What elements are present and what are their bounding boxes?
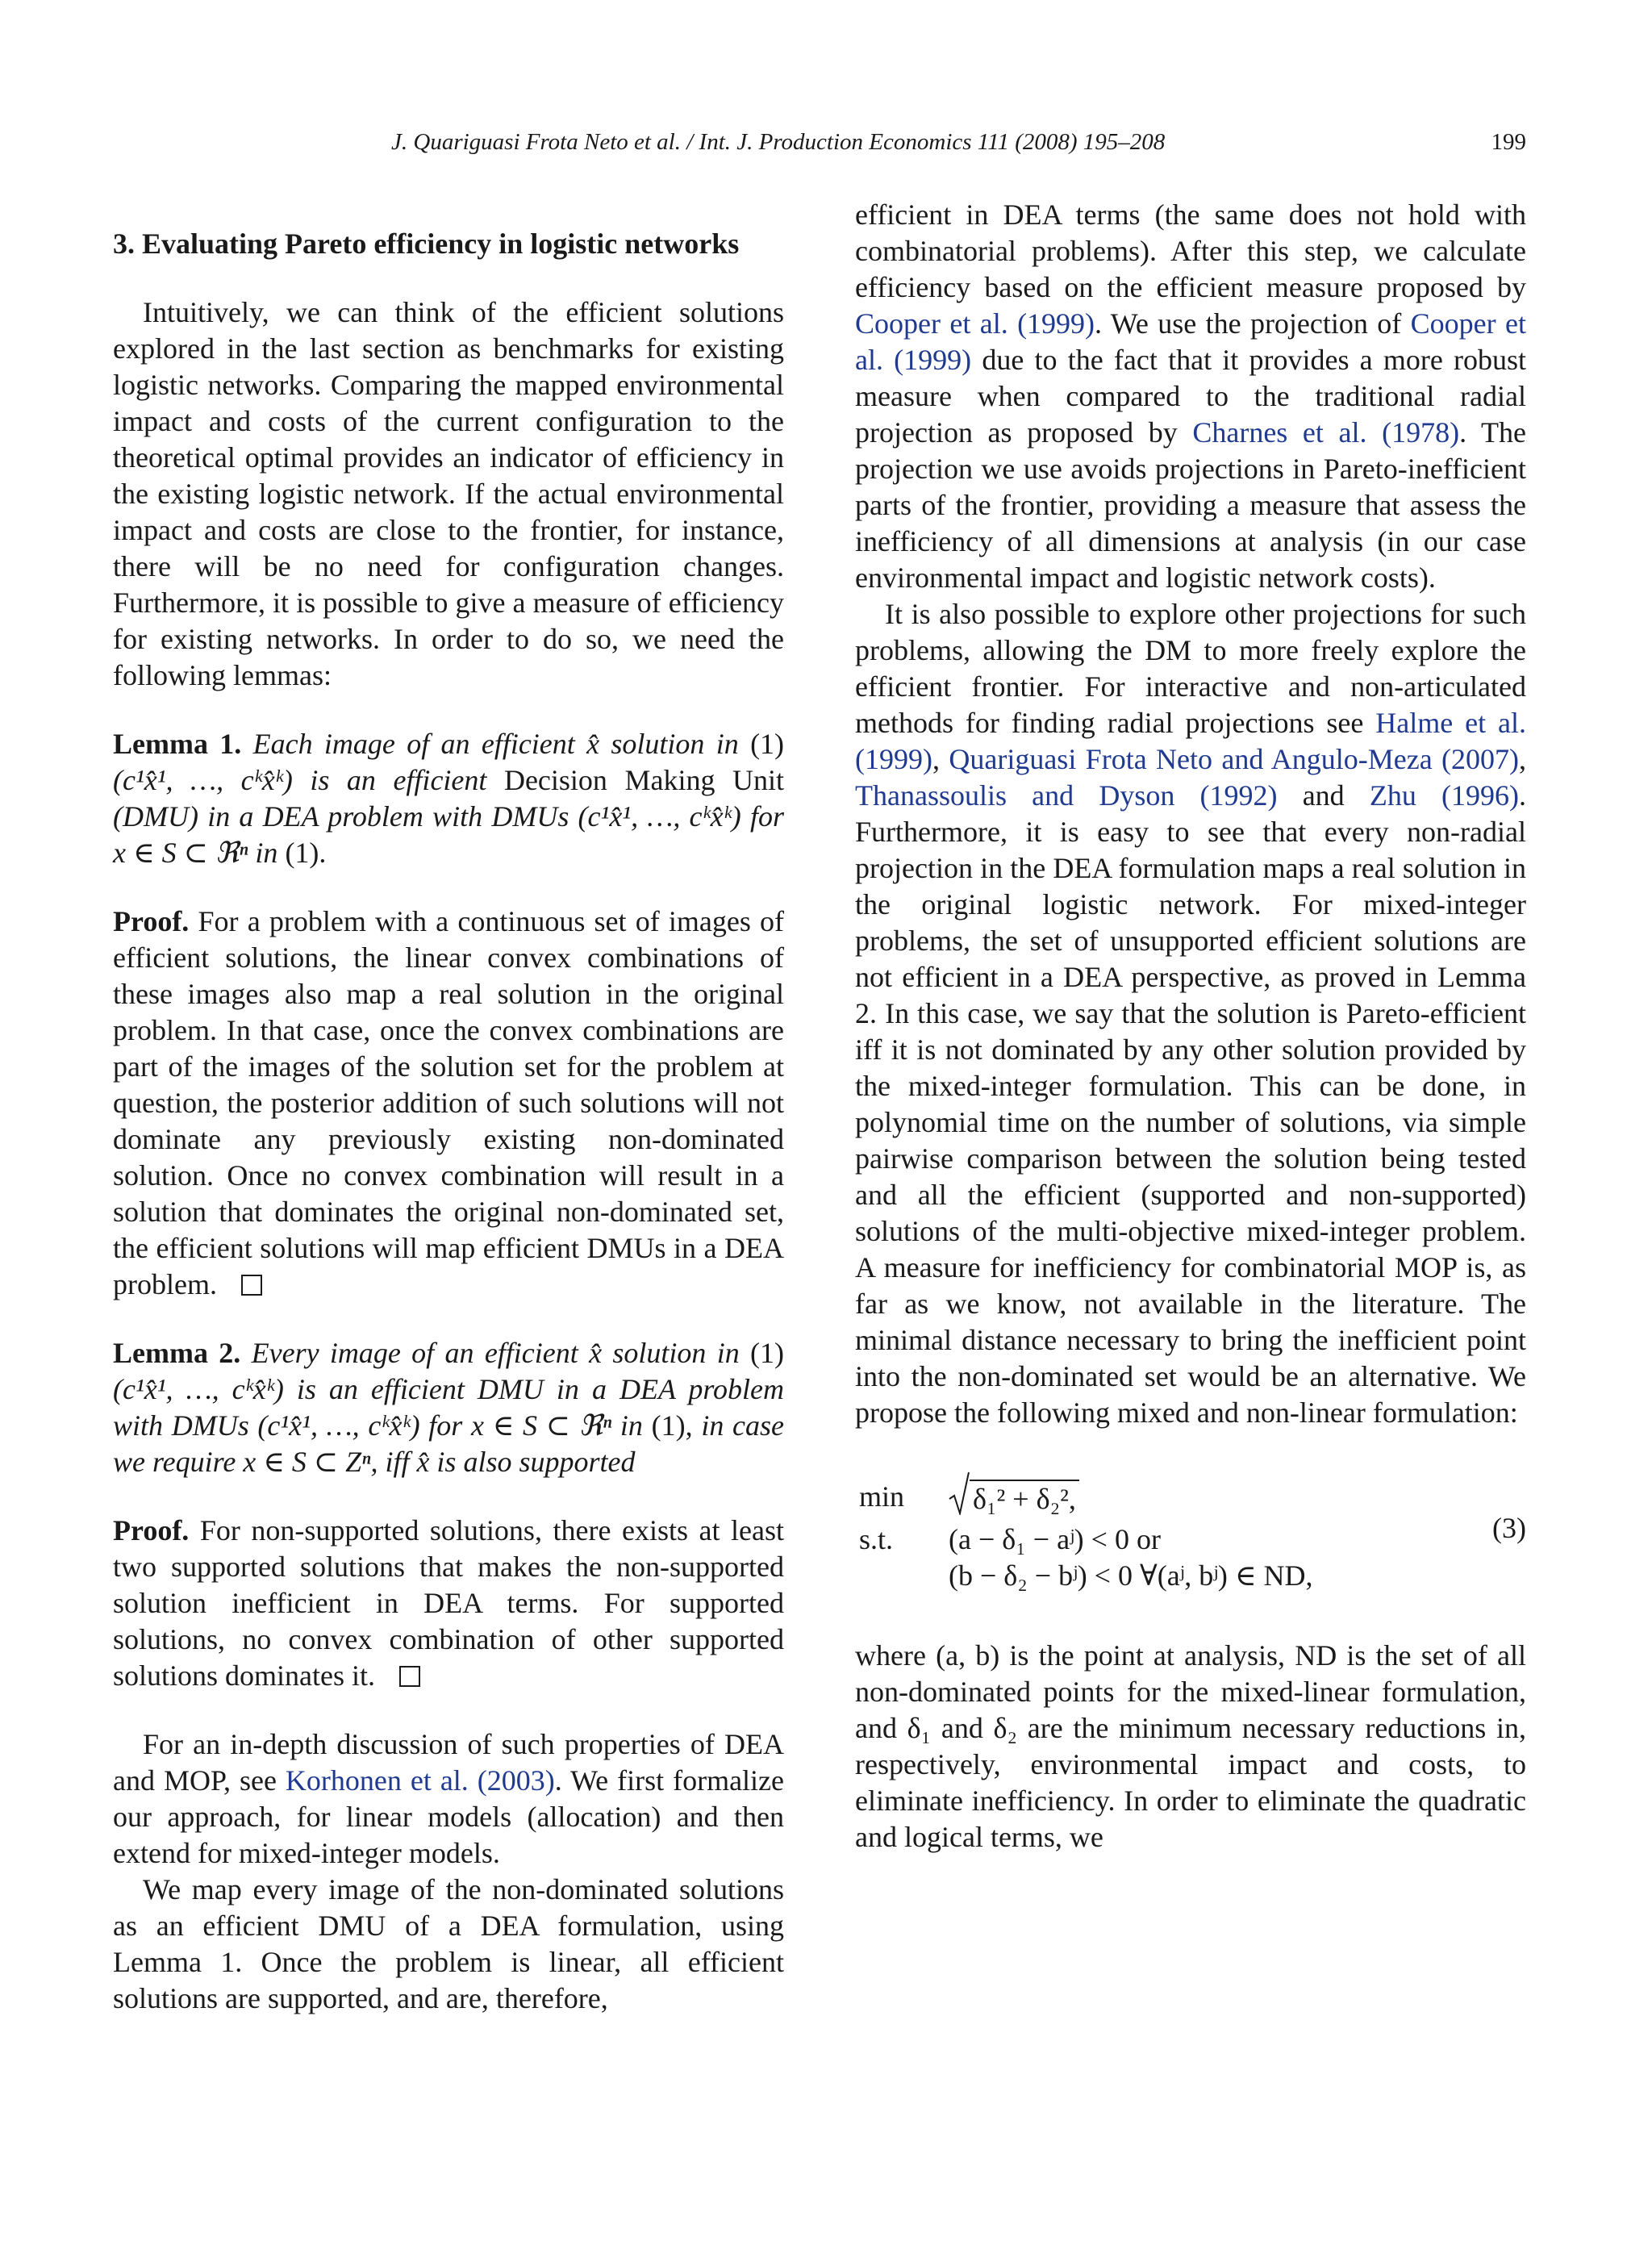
paragraph-projections-text-a: It is also possible to explore other projections for such problems, allowing the DM to more freely explore the efficient frontier. For interactive and non-articulated methods for finding radial projections see (855, 598, 1526, 739)
lemma-1-text-a: Each image of an efficient x̂ solution in (252, 728, 739, 760)
lemma-1-label: Lemma 1. (113, 728, 242, 760)
right-column (855, 197, 1526, 1855)
lemma-1-ref-a: (1) (750, 728, 785, 760)
proof-2 (113, 1513, 784, 1694)
paragraph-where: where (a, b) is the point at analysis, ND is the set of all non-dominated points for the mixed-linear formulation, and δ₁ and δ₂ are the minimum necessary reductions in, respectively, environmental impact and costs, to eliminate inefficiency. In order to eliminate the quadratic and logical terms, we (855, 1639, 1526, 1853)
separator: , (932, 743, 940, 775)
equation-constraint-1: (a − δ₁ − aʲ) < 0 or (949, 1523, 1161, 1555)
lemma-1-ref-b: (1). (285, 837, 327, 869)
qed-box-icon (399, 1666, 420, 1687)
proof-1-label: Proof. (113, 905, 190, 937)
paragraph-efficiency-text-d: . The projection we use avoids projections in Pareto-inefficient parts of the frontier, providing a measure that assess the inefficiency of all dimensions at analysis (in our case environmental impact and logistic network costs). (855, 416, 1527, 594)
citation-quariguasi-2007[interactable]: Quariguasi Frota Neto and Angulo-Meza (2007) (949, 743, 1520, 775)
paragraph-efficiency-text-c: due to the fact that it provides a more robust measure when compared to the traditional radial projection as proposed by (855, 344, 1526, 449)
paragraph-efficiency (855, 197, 1526, 596)
equation-objective-row (859, 1471, 1079, 1515)
citation-cooper-1999[interactable]: Cooper et al. (1999) (855, 307, 1095, 340)
lemma-2-text-a: Every image of an efficient x̂ solution in (251, 1337, 740, 1369)
lemma-2 (113, 1335, 784, 1480)
radical-sign-icon (949, 1471, 970, 1515)
paragraph-discussion-text-a: For an in-depth discussion of such properties of DEA and MOP, see (113, 1728, 784, 1797)
equation-3 (855, 1465, 1526, 1602)
equation-constraint-2: (b − δ₂ − bʲ) < 0 ∀(aʲ, bʲ) ∈ ND, (949, 1559, 1313, 1592)
square-root (949, 1471, 1079, 1515)
lemma-1 (113, 726, 784, 871)
citation-halme-1999[interactable]: Halme et al. (1999) (855, 707, 1526, 775)
conjunction: and (1302, 779, 1345, 812)
paragraph-projections-text-b: . Furthermore, it is easy to see that every non-radial projection in the DEA formulation maps a real solution in the original logistic network. For mixed-integer problems, the set of unsupported efficient solutions are not efficient in a DEA perspective, as proved in Lemma 2. In this case, we say that the solution is Pareto-efficient iff it is not dominated by any other solution provided by the mixed-integer formulation. This can be done, in polynomial time on the number of solutions, via simple pairwise comparison between the solution being tested and all the efficient (supported and non-supported) solutions of the multi-objective mixed-integer problem. A measure for inefficiency for combinatorial MOP is, as far as we know, not available in the literature. The minimal distance necessary to bring the inefficient point into the non-dominated set would be an alternative. We propose the following mixed and non-linear formulation: (855, 779, 1527, 1429)
lemma-2-text-b: (c¹x̂¹, …, cᵏx̂ᵏ) is an efficient DMU in a DEA problem with DMUs (c¹x̂¹, …, cᵏx̂ᵏ) for x ∈ S ⊂ ℜⁿ in (113, 1373, 784, 1442)
page-header (113, 129, 1526, 161)
proof-1 (113, 904, 784, 1303)
lemma-1-text-d: (DMU) in a DEA problem with DMUs (c¹x̂¹, …, cᵏx̂ᵏ) for x ∈ S ⊂ ℜⁿ in (113, 800, 784, 869)
equation-st-label: s.t. (859, 1523, 894, 1555)
citation-korhonen-2003[interactable]: Korhonen et al. (2003) (285, 1764, 555, 1797)
paragraph-mapping: We map every image of the non-dominated solutions as an efficient DMU of a DEA formulation, using Lemma 1. Once the problem is linear, all efficient solutions are supported, and are, therefore, (113, 1873, 784, 2014)
equation-number: (3) (1492, 1512, 1526, 1544)
lemma-1-text-c: Decision Making Unit (503, 764, 784, 796)
paragraph-projections (855, 596, 1526, 1431)
lemma-2-text-c: in case we require x ∈ S ⊂ Zⁿ, iff x̂ is also supported (113, 1409, 784, 1478)
paragraph-discussion-text-b: . We first formalize our approach, for linear models (allocation) and then extend for mixed-integer models. (113, 1764, 785, 1869)
proof-1-text: For a problem with a continuous set of images of efficient solutions, the linear convex combinations of these images also map a real solution in the original problem. In that case, once the convex combinations are part of the images of the solution set for the problem at question, the posterior addition of such solutions will not dominate any previously existing non-dominated solution. Once no convex combination will result in a solution that dominates the original non-dominated set, the efficient solutions will map efficient DMUs in a DEA problem. (113, 905, 785, 1300)
equation-min-label: min (859, 1480, 905, 1513)
proof-2-label: Proof. (113, 1514, 190, 1546)
section-heading: 3. Evaluating Pareto efficiency in logistic networks (113, 227, 740, 260)
paragraph-efficiency-text-b: . We use the projection of (1095, 307, 1402, 340)
citation-charnes-1978[interactable]: Charnes et al. (1978) (1192, 416, 1460, 449)
lemma-2-ref-a: (1) (750, 1337, 785, 1369)
paragraph-discussion (113, 1726, 784, 1872)
page-number: 199 (1491, 129, 1526, 155)
lemma-1-text-b: (c¹x̂¹, …, cᵏx̂ᵏ) is an efficient (113, 764, 487, 796)
citation-thanassoulis-1992[interactable]: Thanassoulis and Dyson (1992) (855, 779, 1278, 812)
paragraph-intro: Intuitively, we can think of the efficient solutions explored in the last section as benchmarks for existing logistic networks. Comparing the mapped environmental impact and costs of the current configuration to the theoretical optimal provides an indicator of efficiency in the existing logistic network. If the actual environmental impact and costs are close to the frontier, for instance, there will be no need for configuration changes. Furthermore, it is possible to give a measure of efficiency for existing networks. In order to do so, we need the following lemmas: (113, 296, 784, 691)
equation-radicand: δ₁² + δ₂², (970, 1480, 1079, 1515)
left-column (113, 197, 784, 2017)
proof-2-text: For non-supported solutions, there exists at least two supported solutions that makes the non-supported solution inefficient in DEA terms. For supported solutions, no convex combination of other supported solutions dominates it. (113, 1514, 785, 1692)
citation-zhu-1996[interactable]: Zhu (1996) (1369, 779, 1520, 812)
equation-constraint-row-2 (859, 1558, 1313, 1594)
equation-constraint-row-1 (859, 1521, 1161, 1558)
lemma-2-ref-b: (1), (651, 1409, 693, 1442)
qed-box-icon (241, 1275, 262, 1296)
running-head: J. Quariguasi Frota Neto et al. / Int. J. Production Economics 111 (2008) 195–208 (391, 129, 1166, 155)
paragraph-efficiency-text-a: efficient in DEA terms (the same does not hold with combinatorial problems). After this step, we calculate efficiency based on the efficient measure proposed by (855, 198, 1526, 303)
separator: , (1519, 743, 1527, 775)
lemma-2-label: Lemma 2. (113, 1337, 241, 1369)
citation-cooper-1999-b[interactable]: Cooper et al. (1999) (855, 307, 1526, 376)
